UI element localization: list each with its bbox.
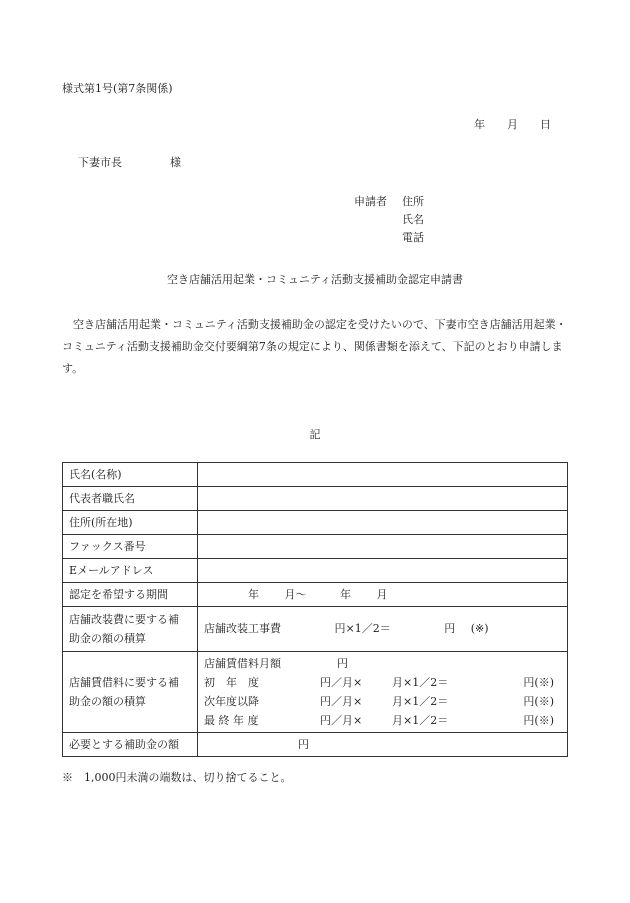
- renovation-label: [63, 607, 198, 652]
- addressee-honorific: 様: [170, 156, 181, 169]
- required-amount-value-cell[interactable]: [198, 733, 568, 757]
- rent-row-formula: 月×1／2＝: [392, 714, 449, 727]
- subsidy-table: [62, 462, 568, 757]
- address-label: 住所(所在地): [63, 511, 198, 535]
- table-row: [63, 487, 568, 511]
- rent-row-formula: 月×1／2＝: [392, 695, 449, 708]
- rent-row-label: 初 年 度: [204, 676, 259, 689]
- document-title: 空き店舗活用起業・コミュニティ活動支援補助金認定申請書: [167, 273, 463, 286]
- table-row: [63, 463, 568, 487]
- address-value-cell[interactable]: [198, 511, 568, 535]
- applicant-address-label: 住所: [402, 195, 424, 208]
- renovation-label-line1: 店舗改装費に要する補: [69, 613, 179, 626]
- applicant-name-label: 氏名: [402, 213, 424, 226]
- table-row: [63, 559, 568, 583]
- renovation-item: 店舗改装工事費: [204, 622, 281, 636]
- period-month1: 月〜: [284, 587, 307, 601]
- rent-value-cell[interactable]: [198, 652, 568, 733]
- rent-row-result: 円(※): [523, 695, 554, 708]
- email-value-cell[interactable]: [198, 559, 568, 583]
- rent-monthly-label: 店舗賃借料月額: [204, 657, 281, 670]
- name-value-cell[interactable]: [198, 463, 568, 487]
- table-row: [63, 583, 568, 607]
- addressee: [78, 156, 181, 169]
- applicant-label: 申請者: [354, 195, 387, 208]
- table-row: [63, 652, 568, 733]
- rent-row-next-years: [204, 692, 561, 711]
- table-row: [63, 607, 568, 652]
- rent-label: [63, 652, 198, 733]
- renovation-label-line2: 助金の額の積算: [69, 632, 146, 645]
- rent-monthly-line: [204, 654, 561, 673]
- table-row: [63, 535, 568, 559]
- period-value-cell[interactable]: [198, 583, 568, 607]
- renovation-value-cell[interactable]: [198, 607, 568, 652]
- name-label: 氏名(名称): [63, 463, 198, 487]
- representative-value-cell[interactable]: [198, 487, 568, 511]
- rent-monthly-yen: 円: [337, 657, 348, 670]
- form-number: 様式第1号(第7条関係): [62, 82, 173, 95]
- rent-row-per-month: 円／月×: [320, 695, 363, 708]
- body-text: 空き店舗活用起業・コミュニティ活動支援補助金の認定を受けたいので、下妻市空き店舗活用起業・コミュニティ活動支援補助金交付要綱第7条の規定により、関係書類を添えて、下記のとおり申請します。: [62, 318, 567, 375]
- rent-row-result: 円(※): [523, 714, 554, 727]
- rent-row-first-year: [204, 673, 561, 692]
- rent-row-per-month: 円／月×: [320, 676, 363, 689]
- date-year: 年: [474, 118, 485, 131]
- period-label: 認定を希望する期間: [63, 583, 198, 607]
- fax-value-cell[interactable]: [198, 535, 568, 559]
- applicant-block: [354, 193, 424, 247]
- renovation-yen: 円: [444, 622, 456, 636]
- rent-row-label: 次年度以降: [204, 695, 259, 708]
- required-amount-yen: 円: [298, 737, 309, 751]
- fax-label: ファックス番号: [63, 535, 198, 559]
- rent-row-per-month: 円／月×: [320, 714, 363, 727]
- rent-row-formula: 月×1／2＝: [392, 676, 449, 689]
- rent-row-label: 最 終 年 度: [204, 714, 259, 727]
- period-month2: 月: [376, 587, 388, 601]
- rent-row-result: 円(※): [523, 676, 554, 689]
- required-amount-label: 必要とする補助金の額: [63, 733, 198, 757]
- table-row: [63, 733, 568, 757]
- footnote: ※ 1,000円未満の端数は、切り捨てること。: [62, 771, 292, 784]
- addressee-name: 下妻市長: [78, 156, 122, 169]
- rent-label-line2: 助金の額の積算: [69, 695, 146, 708]
- representative-label: 代表者職氏名: [63, 487, 198, 511]
- date-month: 月: [507, 118, 518, 131]
- rent-label-line1: 店舗賃借料に要する補: [69, 676, 179, 689]
- period-year2: 年: [340, 587, 351, 601]
- period-year1: 年: [248, 587, 259, 601]
- applicant-phone-label: 電話: [402, 231, 424, 244]
- renovation-mark: (※): [470, 622, 489, 636]
- rent-row-final-year: [204, 711, 561, 730]
- email-label: Eメールアドレス: [63, 559, 198, 583]
- date-day: 日: [540, 118, 551, 131]
- date-line: [474, 118, 551, 131]
- table-row: [63, 511, 568, 535]
- ki-heading: 記: [309, 428, 321, 441]
- renovation-formula: 円×1／2＝: [334, 622, 391, 636]
